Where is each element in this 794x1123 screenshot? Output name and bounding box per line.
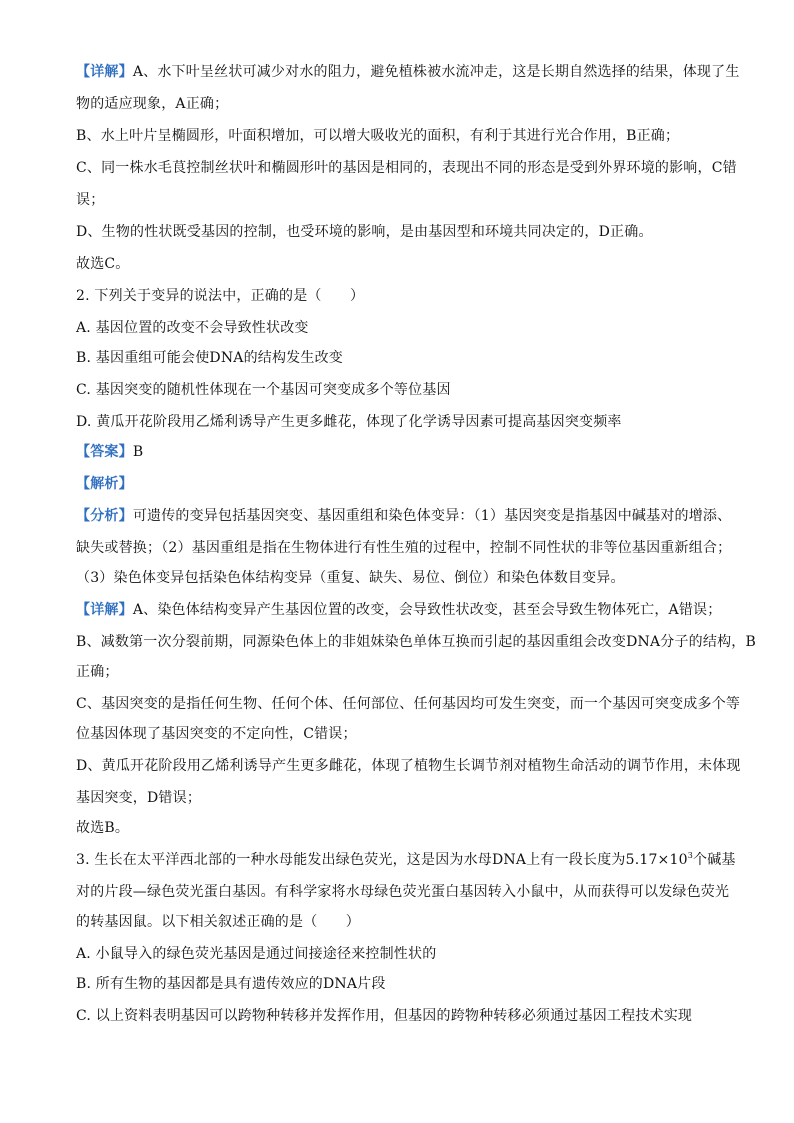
detail2-line-5 — [76, 724, 736, 744]
analysis-header — [76, 474, 736, 494]
detail2-line-4 — [76, 694, 741, 714]
line-text: 的转基因鼠。以下相关叙述正确的是（ ） — [76, 914, 360, 930]
line-text: B — [132, 444, 144, 460]
conclusion-line — [76, 254, 736, 274]
question-2-option-a — [76, 318, 736, 338]
detail-line-2 — [76, 94, 736, 114]
question-2-stem — [76, 286, 736, 306]
line-text: B. 基因重组可能会使DNA的结构发生改变 — [76, 350, 343, 366]
line-text: A、染色体结构变异产生基因位置的改变，会导致性状改变，甚至会导致生物体死亡，A错误； — [132, 602, 722, 618]
detail2-line-3 — [76, 662, 736, 682]
line-text: 正确； — [76, 664, 119, 680]
question-3-option-a — [76, 944, 736, 964]
line-text: B、减数第一次分裂前期，同源染色体上的非姐妹染色单体互换而引起的基因重组会改变DNA分子的结构，B — [76, 634, 756, 650]
detail-tag: 【详解】 — [76, 602, 133, 618]
line-text: 位基因体现了基因突变的不定向性，C错误； — [76, 726, 357, 742]
question-2-option-d — [76, 412, 736, 432]
detail-line-3 — [76, 126, 736, 146]
conclusion-line-2 — [76, 818, 736, 838]
analysis-line-3 — [76, 568, 736, 588]
line-text: A、水下叶呈丝状可减少对水的阻力，避免植株被水流冲走，这是长期自然选择的结果，体现了生 — [132, 64, 740, 80]
line-text: D、生物的性状既受基因的控制，也受环境的影响，是由基因型和环境共同决定的，D正确。 — [76, 224, 653, 240]
detail-line-6 — [76, 222, 736, 242]
line-text: D. 黄瓜开花阶段用乙烯利诱导产生更多雌花，体现了化学诱导因素可提高基因突变频率 — [76, 414, 622, 430]
question-2-option-c — [76, 380, 736, 400]
question-3-stem-2 — [76, 882, 736, 902]
line-text: 对的片段—绿色荧光蛋白基因。有科学家将水母绿色荧光蛋白基因转入小鼠中，从而获得可以发绿色荧光 — [76, 884, 730, 900]
line-text: 物的适应现象，A正确； — [76, 96, 229, 112]
analysis-tag: 【解析】 — [76, 476, 133, 492]
analysis-line-2 — [76, 538, 736, 558]
detail-line-4 — [76, 158, 736, 178]
line-text: 基因突变，D错误； — [76, 790, 202, 806]
answer-tag: 【答案】 — [76, 444, 133, 460]
line-text-after: 个碱基 — [693, 852, 736, 868]
line-text: 2. 下列关于变异的说法中，正确的是（ ） — [76, 288, 365, 304]
detail2-line-2 — [76, 632, 756, 652]
detail-line-1 — [76, 62, 740, 82]
detail2-line-7 — [76, 788, 736, 808]
line-text: D、黄瓜开花阶段用乙烯利诱导产生更多雌花，体现了植物生长调节剂对植物生命活动的调节作用，未体现 — [76, 758, 741, 774]
line-text: C、基因突变的是指任何生物、任何个体、任何部位、任何基因均可发生突变，而一个基因可突变成多个等 — [76, 696, 741, 712]
line-text: C. 基因突变的随机性体现在一个基因可突变成多个等位基因 — [76, 382, 451, 398]
detail-tag: 【详解】 — [76, 64, 133, 80]
line-text: B. 所有生物的基因都是具有遗传效应的DNA片段 — [76, 976, 386, 992]
detail2-line-1 — [76, 600, 736, 620]
line-text: A. 基因位置的改变不会导致性状改变 — [76, 320, 309, 336]
line-text: B、水上叶片呈椭圆形，叶面积增加，可以增大吸收光的面积，有利于其进行光合作用，B正确； — [76, 128, 680, 144]
line-text: 缺失或替换；（2）基因重组是指在生物体进行有性生殖的过程中，控制不同性状的非等位基因重新组合； — [76, 540, 732, 556]
line-text: 故选C。 — [76, 256, 130, 272]
line-text: 可遗传的变异包括基因突变、基因重组和染色体变异：（1）基因突变是指基因中碱基对的增添、 — [132, 508, 732, 524]
line-text: （3）染色体变异包括染色体结构变异（重复、缺失、易位、倒位）和染色体数目变异。 — [76, 570, 625, 586]
detail-line-5 — [76, 190, 736, 210]
answer-line — [76, 442, 736, 462]
exponent: 3 — [687, 851, 694, 860]
question-3-stem-3 — [76, 912, 736, 932]
line-text: 误； — [76, 192, 105, 208]
question-3-stem-1 — [76, 850, 736, 870]
question-3-option-c — [76, 1006, 736, 1026]
question-3-option-b — [76, 974, 736, 994]
line-text: C. 以上资料表明基因可以跨物种转移并发挥作用，但基因的跨物种转移必须通过基因工程技术实现 — [76, 1008, 693, 1024]
detail2-line-6 — [76, 756, 741, 776]
analysis-line-1 — [76, 506, 736, 526]
line-text: 故选B。 — [76, 820, 130, 836]
line-text: C、同一株水毛茛控制丝状叶和椭圆形叶的基因是相同的，表现出不同的形态是受到外界环境的影响，C错 — [76, 160, 737, 176]
analysis-sub-tag: 【分析】 — [76, 508, 133, 524]
question-2-option-b — [76, 348, 736, 368]
line-text: A. 小鼠导入的绿色荧光基因是通过间接途径来控制性状的 — [76, 946, 437, 962]
line-text: 3. 生长在太平洋西北部的一种水母能发出绿色荧光，这是因为水母DNA上有一段长度为5.17×10 — [76, 852, 688, 868]
